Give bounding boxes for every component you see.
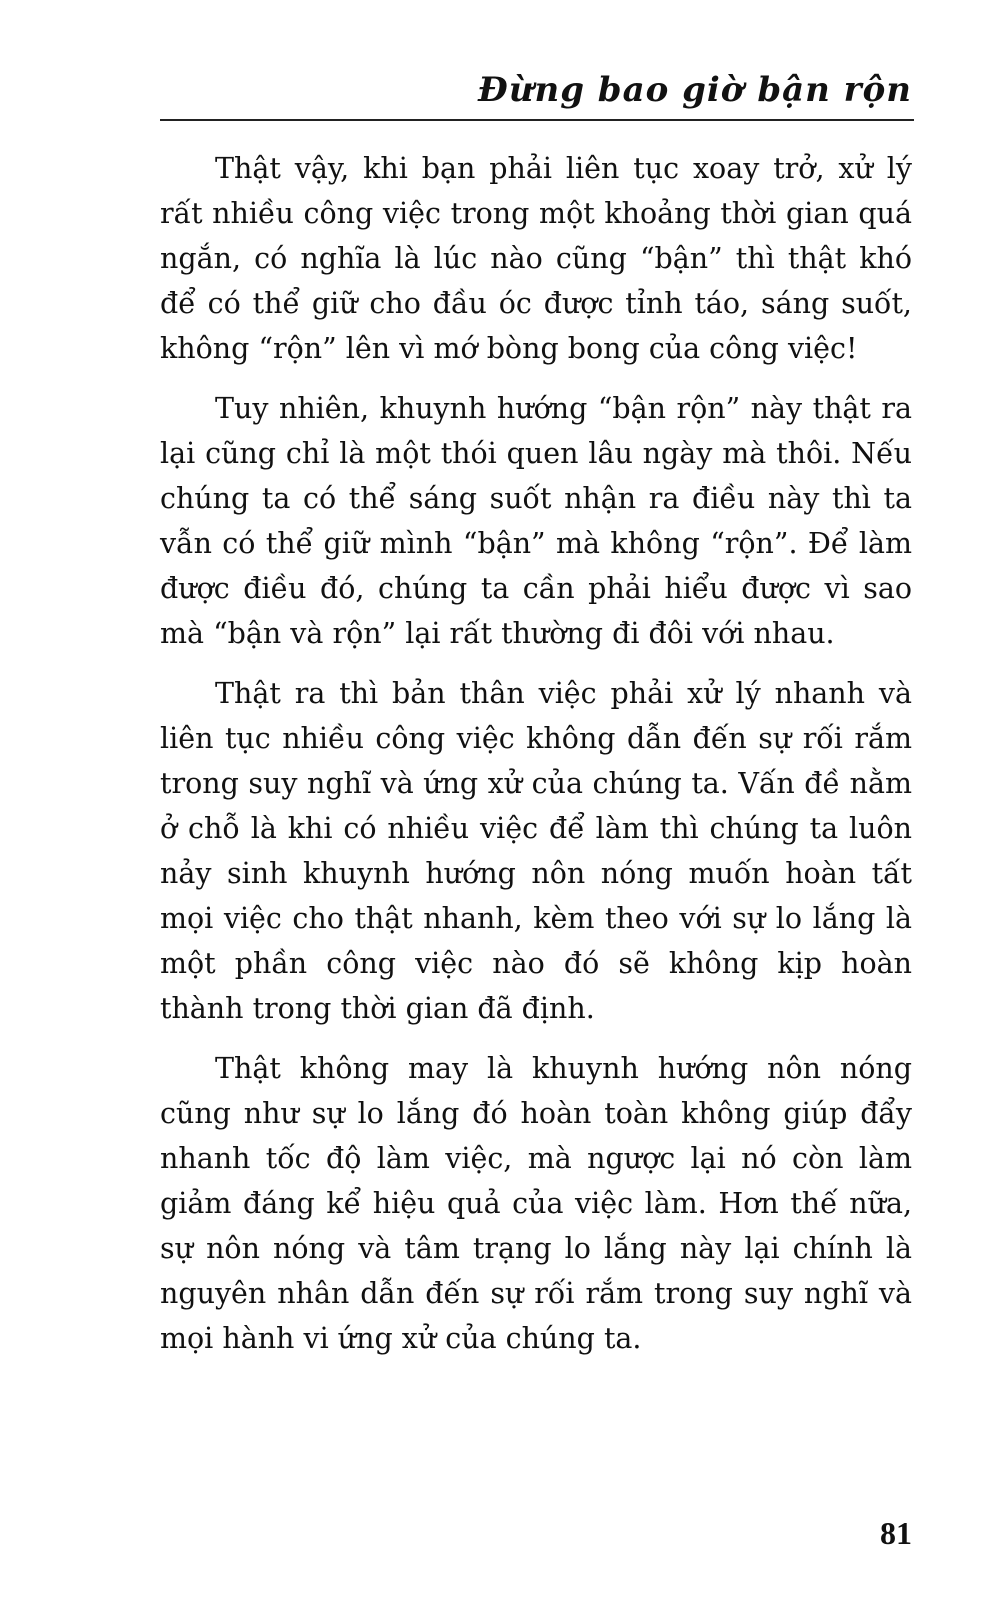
page-number: 81	[880, 1515, 912, 1551]
header-divider	[160, 119, 914, 121]
paragraph-1: Thật vậy, khi bạn phải liên tục xoay trở, xử lý rất nhiều công việc trong một khoảng thời gian quá ngắn, có nghĩa là lúc nào cũng “bận” thì thật khó để có thể giữ cho đầu óc được tỉnh táo, sáng suốt, không “rộn” lên vì mớ bòng bong của công việc!	[160, 152, 912, 365]
running-title: Đừng bao giờ bận rộn	[478, 70, 912, 110]
body-text	[160, 146, 912, 1376]
paragraph-2: Tuy nhiên, khuynh hướng “bận rộn” này thật ra lại cũng chỉ là một thói quen lâu ngày mà thôi. Nếu chúng ta có thể sáng suốt nhận ra điều này thì ta vẫn có thể giữ mình “bận” mà không “rộn”. Để làm được điều đó, chúng ta cần phải hiểu được vì sao mà “bận và rộn” lại rất thường đi đôi với nhau.	[160, 392, 912, 650]
paragraph-4: Thật không may là khuynh hướng nôn nóng cũng như sự lo lắng đó hoàn toàn không giúp đẩy nhanh tốc độ làm việc, mà ngược lại nó còn làm giảm đáng kể hiệu quả của việc làm. Hơn thế nữa, sự nôn nóng và tâm trạng lo lắng này lại chính là nguyên nhân dẫn đến sự rối rắm trong suy nghĩ và mọi hành vi ứng xử của chúng ta.	[160, 1052, 912, 1355]
paragraph-3: Thật ra thì bản thân việc phải xử lý nhanh và liên tục nhiều công việc không dẫn đến sự rối rắm trong suy nghĩ và ứng xử của chúng ta. Vấn đề nằm ở chỗ là khi có nhiều việc để làm thì chúng ta luôn nảy sinh khuynh hướng nôn nóng muốn hoàn tất mọi việc cho thật nhanh, kèm theo với sự lo lắng là một phần công việc nào đó sẽ không kịp hoàn thành trong thời gian đã định.	[160, 677, 912, 1025]
